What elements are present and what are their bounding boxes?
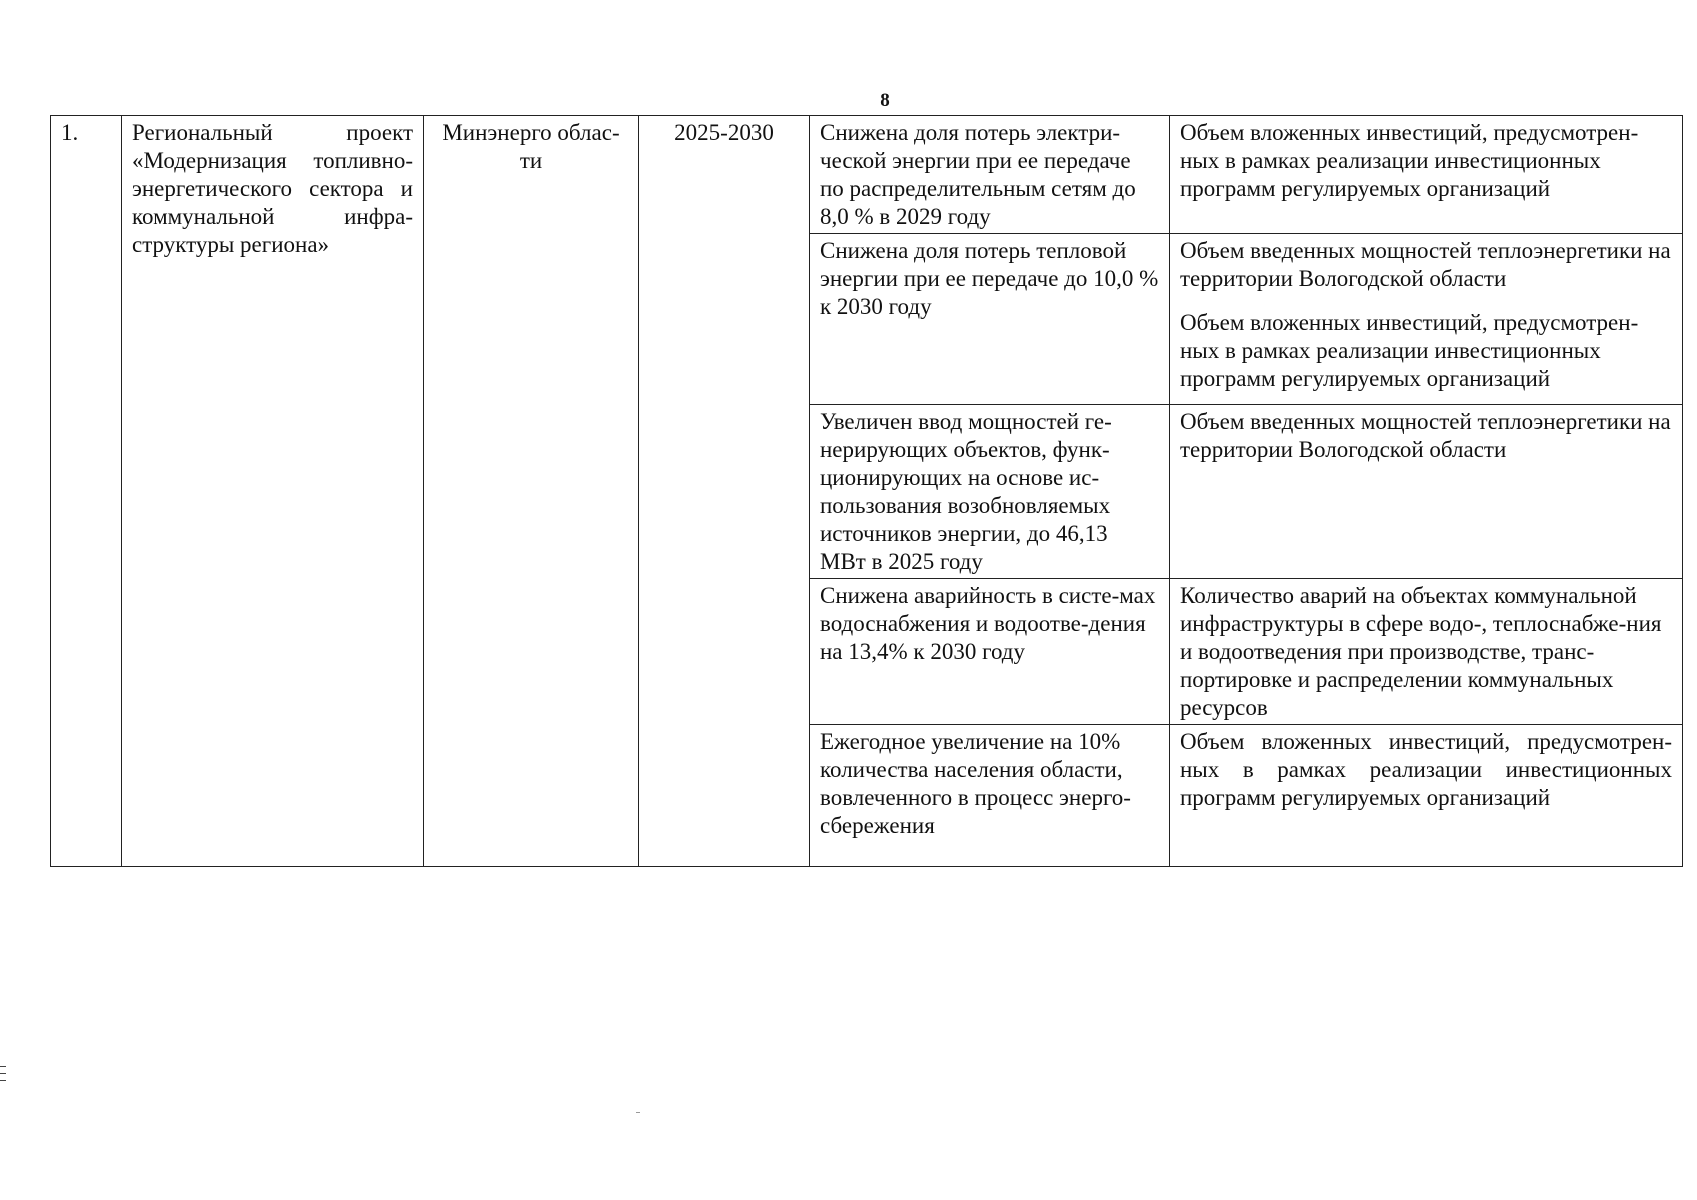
- page-number: 8: [880, 90, 890, 111]
- row-number: 1.: [61, 120, 79, 145]
- table-row: [51, 116, 1683, 234]
- result-cell: [810, 579, 1170, 725]
- responsible-org: Минэнерго облас-ти: [442, 120, 620, 173]
- result-text: Ежегодное увеличение на 10% количества населения области, вовлеченного в процесс энерго-сбережения: [820, 729, 1131, 838]
- result-cell: [810, 234, 1170, 405]
- indicator-text: Количество аварий на объектах коммунальной инфраструктуры в сфере водо-, теплоснабже-ния и водоотведения при производстве, транс-портировке и распределении коммунальных ресурсов: [1180, 583, 1662, 720]
- scan-speck: [636, 1112, 640, 1113]
- indicator-cell: [1170, 116, 1683, 234]
- result-text: Увеличен ввод мощностей ге-нерирующих объектов, функ-ционирующих на основе ис-пользования возобновляемых источников энергии, до 46,13 МВт в 2025 году: [820, 409, 1112, 574]
- result-cell: [810, 116, 1170, 234]
- indicator-text: Объем введенных мощностей теплоэнергетики на территории Вологодской области: [1180, 238, 1671, 291]
- project-table: [50, 115, 1683, 867]
- indicator-text: Объем вложенных инвестиций, предусмотрен-ных в рамках реализации инвестиционных программ регулируемых организаций: [1180, 729, 1672, 810]
- project-name: Региональный проект «Модернизация топливно-энергетического сектора и коммунальной инфра-структуры региона»: [132, 120, 413, 257]
- indicator-cell: [1170, 725, 1683, 867]
- result-cell: [810, 725, 1170, 867]
- indicator-cell: [1170, 405, 1683, 579]
- period: 2025-2030: [674, 120, 774, 145]
- indicator-cell: [1170, 579, 1683, 725]
- responsible-cell: [424, 116, 639, 867]
- project-name-cell: [122, 116, 424, 867]
- indicator-text: Объем вложенных инвестиций, предусмотрен-ных в рамках реализации инвестиционных программ регулируемых организаций: [1180, 120, 1639, 201]
- result-cell: [810, 405, 1170, 579]
- indicator-text: Объем вложенных инвестиций, предусмотрен-ных в рамках реализации инвестиционных программ регулируемых организаций: [1180, 310, 1639, 391]
- period-cell: [639, 116, 810, 867]
- indicator-text: Объем введенных мощностей теплоэнергетики на территории Вологодской области: [1180, 409, 1671, 462]
- indicator-cell: [1170, 234, 1683, 405]
- result-text: Снижена аварийность в систе-мах водоснабжения и водоотве-дения на 13,4% к 2030 году: [820, 583, 1156, 664]
- scan-margin-marks: [0, 1066, 6, 1087]
- result-text: Снижена доля потерь тепловой энергии при ее передаче до 10,0 % к 2030 году: [820, 238, 1159, 319]
- row-number-cell: [51, 116, 122, 867]
- result-text: Снижена доля потерь электри-ческой энергии при ее передаче по распределительным сетям до 8,0 % в 2029 году: [820, 120, 1136, 229]
